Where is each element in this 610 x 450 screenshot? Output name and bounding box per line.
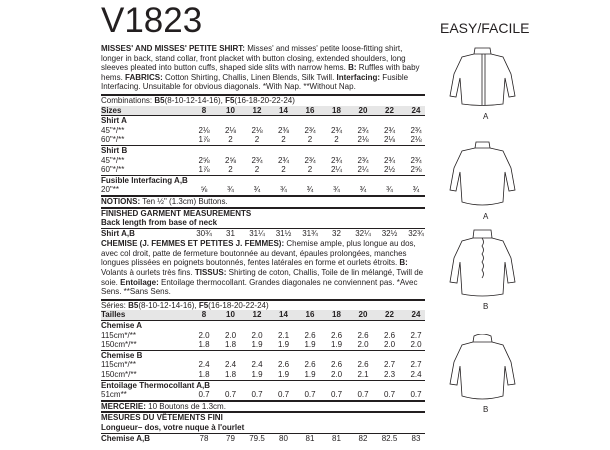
fusible-interfacing-0-value: ¾ [253,185,261,195]
chemise-a-1-value: 1.9 [304,340,316,350]
combinations-row-text: Combinations: B5(8-10-12-14-16), F5(16-18-20-22-24) [101,95,295,105]
shirt-b-front-illustration [440,228,525,300]
chemise-length-value: 81 [305,433,315,443]
shirt-a-0-value: 2¾ [330,125,343,135]
shirt-a-0-value: 2⅛ [224,125,237,135]
chemise-b-0-value: 2.4 [224,360,237,370]
shirt-b-0-value: 2⅝ [224,155,237,165]
shirt-b-1-value: 2 [307,165,313,175]
finished-length-value: 31¼ [249,228,265,238]
fusible-interfacing-0-value: ¾ [333,185,340,195]
entoilage-0-value: 0.7 [330,390,343,400]
shirt-a-1-value: 1⅞ [198,135,210,145]
chemise-length-value: 81 [332,433,341,443]
chemise-a-title-text: Chemise A [101,321,143,331]
longueur-subtitle-text: Longueur– dos, votre nuque à l'ourlet [101,422,245,432]
pattern-info-column [101,44,425,443]
fr-size-20: 20 [358,310,368,320]
shirt-a-1-value: 2 [334,135,339,145]
shirt-a-1-value: 2⅛ [410,135,422,145]
shirt-b-title-text: Shirt B [101,145,128,155]
shirt-a-1-value: 2 [228,135,233,145]
chemise-b-1-value: 2.1 [357,370,369,379]
finished-length-row [101,228,425,239]
shirt-b-0-value: 2¾ [330,155,343,165]
en-size-12: 12 [252,105,262,115]
shirt-a-title-text: Shirt A [101,116,127,126]
fusible-interfacing-0-value: ¾ [359,185,367,195]
chemise-length-value: 80 [279,433,288,443]
shirt-a-0-label: 45"*/** [101,125,125,135]
shirt-b-0-value: 2¾ [357,155,369,165]
shirt-a-1-value: 2 [254,135,260,145]
shirt-b-1-row [101,165,425,175]
chemise-length-value: 82 [358,433,368,443]
fusible-interfacing-0-value: ¾ [412,185,420,195]
shirt-b-1-value: 2 [228,165,233,175]
chemise-a-0-row [101,331,425,341]
chemise-b-1-value: 1.9 [251,370,263,379]
yardage-table-en [101,94,425,238]
chemise-b-1-label: 150cm*/** [101,370,137,379]
chemise-b-0-value: 2.4 [251,360,263,370]
view-label-a-2: A [483,212,489,221]
shirt-b-1-value: 2¼ [357,165,369,175]
chemise-b-0-value: 2.7 [410,360,422,370]
chemise-length-row [101,433,425,444]
shirt-b-back-illustration [440,334,525,404]
shirt-a-1-value: 2 [281,135,286,145]
chemise-a-1-value: 1.8 [224,340,237,350]
chemise-b-0-value: 2.6 [277,360,290,370]
chemise-a-1-value: 1.9 [251,340,263,350]
fusible-interfacing-title-text: Fusible Interfacing A,B [101,175,188,185]
chemise-a-1-value: 2.0 [357,340,369,350]
chemise-a-1-value: 2.0 [410,340,422,350]
shirt-a-1-label: 60"*/** [101,135,125,145]
finished-length-value: 32¼ [355,228,371,238]
chemise-a-0-value: 2.0 [224,330,237,340]
en-sizes-row [101,106,425,116]
chemise-b-0-value: 2.7 [383,360,396,370]
shirt-b-1-value: 2⅝ [410,165,422,175]
chemise-b-1-value: 2.0 [330,370,343,379]
chemise-b-0-value: 2.6 [330,360,343,370]
chemise-b-title [101,350,425,361]
shirt-a-0-value: 2¾ [410,125,422,135]
finished-length-label: Shirt A,B [101,228,135,238]
longueur-subtitle [101,423,425,433]
chemise-b-0-row [101,360,425,370]
shirt-b-0-value: 2¾ [383,155,396,165]
en-size-16: 16 [305,105,315,115]
en-size-14: 14 [279,105,288,115]
fusible-interfacing-0-row [101,185,425,195]
series-row [101,299,425,311]
shirt-a-1-value: 2⅛ [357,135,369,145]
chemise-b-1-value: 2.4 [410,370,422,379]
finished-length-value: 32½ [381,228,398,238]
en-size-24: 24 [411,105,421,115]
en-size-22: 22 [385,105,394,115]
chemise-b-1-value: 1.9 [304,370,316,379]
shirt-b-1-value: 2 [281,165,286,175]
fr-size-header: Tailles [101,310,126,320]
fusible-interfacing-0-value: ¾ [227,185,234,195]
fr-size-12: 12 [252,310,262,320]
chemise-a-1-value: 1.9 [330,340,343,350]
shirt-a-0-value: 2⅜ [277,125,290,135]
shirt-a-0-value: 2¾ [304,125,316,135]
shirt-b-1-value: 2½ [383,165,396,175]
mesures-title [101,411,425,423]
fr-size-24: 24 [411,310,421,320]
shirt-b-0-value: 2¾ [251,155,263,165]
finished-length-value: 31¾ [302,228,318,238]
chemise-length-label: Chemise A,B [101,433,151,443]
difficulty-label: EASY/FACILE [440,20,530,36]
fr-size-18: 18 [332,310,341,320]
shirt-b-title [101,145,425,156]
finished-length-value: 32¾ [408,228,424,238]
fr-size-14: 14 [279,310,288,320]
back-length-subtitle [101,218,425,228]
shirt-a-0-value: 2⅛ [251,125,263,135]
shirt-b-0-row [101,156,425,166]
notions-row: NOTIONS: Ten ½" (1.3cm) Buttons. [101,195,425,207]
chemise-b-1-value: 1.8 [198,370,210,379]
view-label-b-2: B [483,405,489,414]
entoilage-0-value: 0.7 [357,390,369,400]
chemise-a-0-value: 2.0 [251,330,263,340]
entoilage-0-row [101,390,425,400]
chemise-a-0-value: 2.1 [277,330,290,340]
en-size-18: 18 [332,105,341,115]
en-size-8: 8 [201,105,207,115]
chemise-length-value: 83 [411,433,421,443]
description-fr [101,239,425,297]
fr-sizes-row [101,310,425,320]
description-en-text: MISSES' AND MISSES' PETITE SHIRT: Misses' and misses' petite loose-fitting shirt, longer in back, stand collar, front placket with button closing, extended shoulders, long sleeves pleated into button cuffs, shaped side slits with narrow hems. B: Ruffles with baby hems. FABRICS: Cotton Shirting, Challis, Linen Blends, Silk Twill. Interfacing: Fusible Interfacing. Unsuitable for obvious diagonals. *With Nap. **Without Nap. [101,44,420,92]
entoilage-0-value: 0.7 [224,390,237,400]
finished-length-value: 30¾ [196,228,212,238]
chemise-b-0-value: 2.6 [357,360,369,370]
entoilage-0-value: 0.7 [198,390,210,400]
chemise-b-1-value: 2.3 [383,370,396,379]
shirt-a-title [101,115,425,126]
shirt-b-0-value: 2⅝ [198,155,210,165]
fusible-interfacing-0-value: ¾ [306,185,314,195]
view-label-b-1: B [483,302,489,311]
fusible-interfacing-0-value: ⅝ [200,185,208,195]
entoilage-0-value: 0.7 [383,390,396,400]
chemise-b-0-value: 2.4 [198,360,210,370]
shirt-a-1-value: 2⅛ [383,135,396,145]
chemise-a-0-value: 2.6 [383,330,396,340]
shirt-b-back-drawing [440,334,525,404]
shirt-b-1-value: 2 [254,165,260,175]
shirt-a-0-row [101,126,425,136]
chemise-a-0-value: 2.6 [304,330,316,340]
shirt-a-1-value: 2 [307,135,313,145]
view-label-a-1: A [483,112,489,121]
entoilage-0-value: 0.7 [251,390,263,400]
fusible-interfacing-0-value: ¾ [386,185,393,195]
shirt-a-back-drawing [440,140,525,210]
shirt-b-1-label: 60"*/** [101,165,125,175]
chemise-a-1-label: 150cm*/** [101,340,137,350]
shirt-b-0-value: 2¾ [410,155,422,165]
chemise-a-title [101,320,425,331]
fusible-interfacing-0-value: ¾ [280,185,287,195]
entoilage-0-value: 0.7 [304,390,316,400]
back-length-subtitle-text: Back length from base of neck [101,218,218,228]
entoilage-0-value: 0.7 [410,390,422,400]
shirt-b-0-label: 45"*/** [101,155,125,165]
shirt-a-back-illustration [440,140,525,210]
shirt-b-1-value: 2¼ [330,165,343,175]
shirt-a-0-value: 2⅛ [198,125,210,135]
fr-size-8: 8 [201,310,207,320]
chemise-a-1-value: 1.9 [277,340,290,350]
shirt-b-0-value: 2¾ [277,155,290,165]
finished-length-value: 31 [226,228,235,238]
chemise-b-1-value: 1.8 [224,370,237,379]
chemise-b-title-text: Chemise B [101,350,143,360]
fusible-interfacing-0-label: 20"** [101,185,119,195]
chemise-b-1-row [101,370,425,380]
shirt-a-0-value: 2¾ [357,125,369,135]
chemise-length-value: 79 [226,433,235,443]
shirt-a-0-value: 2¾ [383,125,396,135]
entoilage-title-text: Entoilage Thermocollant A,B [101,380,211,390]
chemise-b-0-value: 2.6 [304,360,316,370]
shirt-b-1-value: 1⅞ [198,165,210,175]
mesures-title-text: MESURES DU VÊTEMENTS FINI [101,413,223,423]
finished-measurements-title-text: FINISHED GARMENT MEASUREMENTS [101,208,252,218]
finished-length-value: 31½ [275,228,292,238]
chemise-a-0-label: 115cm*/** [101,330,136,340]
chemise-a-0-value: 2.6 [330,330,343,340]
chemise-a-0-value: 2.0 [198,330,210,340]
fr-size-10: 10 [226,310,235,320]
series-row-text: Séries: B5(8-10-12-14-16), F5(16-18-20-22-24) [101,300,269,310]
en-size-20: 20 [358,105,368,115]
shirt-a-1-row [101,135,425,145]
entoilage-0-label: 51cm** [101,390,127,400]
fusible-interfacing-title [101,175,425,186]
chemise-b-0-label: 115cm*/** [101,360,136,370]
pattern-number: V1823 [101,1,203,40]
en-size-10: 10 [226,105,235,115]
chemise-a-0-value: 2.6 [357,330,369,340]
description-fr-text: CHEMISE (J. FEMMES ET PETITES J. FEMMES): Chemise ample, plus longue au dos, avec col droit, patte de fermeture boutonnée au devant, épaules prolongées, manches longues plissées en poignets boutonnés, fentes latérales en forme et ourlets étroits. B: Volants à ourlets très fins. TISSUS: Shirting de coton, Challis, Toile de lin mélangé, Twill de soie. Entoilage: Entoilage thermocollant. Grandes diagonales ne conviennent pas. *Avec Sens. **Sans Sens. [101,239,424,297]
shirt-b-front-drawing [440,228,525,300]
shirt-a-front-illustration [440,44,525,109]
chemise-length-value: 82.5 [381,433,398,443]
fr-size-22: 22 [385,310,394,320]
chemise-a-1-value: 1.8 [198,340,210,350]
combinations-row [101,94,425,106]
entoilage-title [101,380,425,391]
shirt-a-front-drawing [440,44,525,109]
fr-size-16: 16 [305,310,315,320]
shirt-b-0-value: 2¾ [304,155,316,165]
chemise-a-1-row [101,340,425,350]
entoilage-0-value: 0.7 [277,390,290,400]
yardage-table-fr [101,299,425,443]
chemise-b-1-value: 1.9 [277,370,290,379]
chemise-a-1-value: 2.0 [383,340,396,350]
en-size-header: Sizes [101,105,122,115]
description-en [101,44,425,92]
finished-measurements-title [101,207,425,219]
chemise-a-0-value: 2.7 [410,330,422,340]
chemise-length-value: 78 [199,433,209,443]
finished-length-value: 32 [332,228,341,238]
mercerie-row: MERCERIE: 10 Boutons de 1.3cm. [101,400,425,412]
chemise-length-value: 79.5 [249,433,265,443]
